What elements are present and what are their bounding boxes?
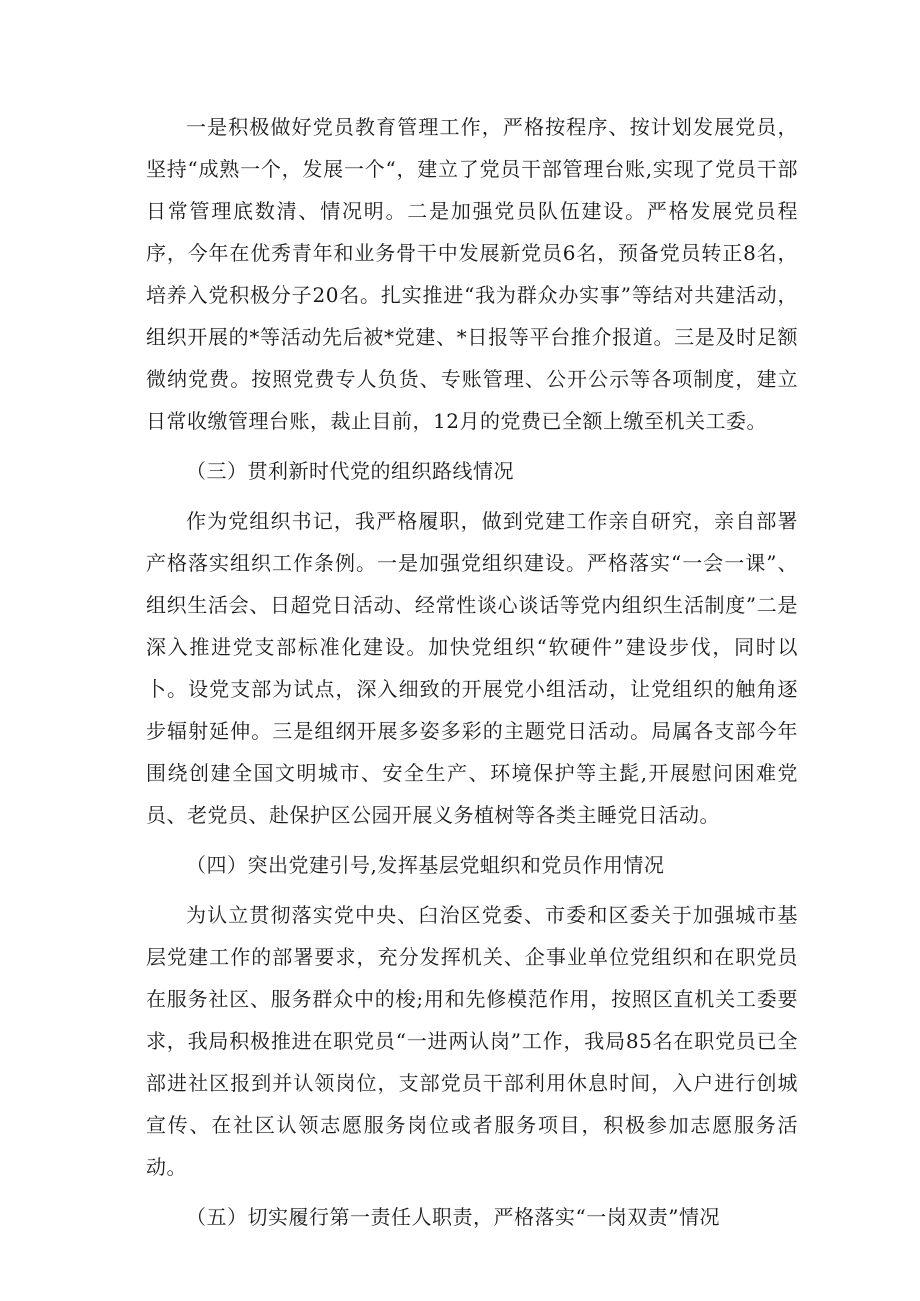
section-heading-4: （四）突出党建引号,发挥基层党蛆织和党员作用情况	[186, 853, 665, 877]
paragraph-party-member-management: 一是积极做好党员教育管理工作，严格按程序、按计划发展党员，坚持“成熟一个，发展一个“，建立了党员干部管理台账,实现了党员干部日常管理底数清、情况明。二是加强党员队伍建设。严格发展党员程序，今年在优秀青年和业务骨干中发展新党员6名，预备党员转正8名，培养入党积极分子20名。扎实推进“我为群众办实事”等结对共建活动，组织开展的*等活动先后被*党建、*日报等平台推介报道。三是及时足额微纳党费。按照党费专人负货、专账管理、公开公示等各项制度，建立日常收缴管理台账，裁止目前，12月的党费已全额上缴至机关工委。	[146, 115, 798, 433]
section-heading-3: （三）贯利新时代党的组织路线情况	[186, 459, 514, 483]
document-body	[146, 106, 798, 1238]
paragraph-organization-line: 作为党组织书记，我严格履职，做到党建工作亲自研究，亲自部署产格落实组织工作条例。一是加强党组织建设。严格落实“一会一课”、组织生活会、日超党日活动、经常性谈心谈话等党内组织生活制度”二是深入推进党支部标准化建设。加快党组织“软硬件”建设步伐，同时以卜。设党支部为试点，深入细致的开展党小组活动，让党组织的触角逐步辐射延伸。三是组纲开展多姿多彩的主题党日活动。局属各支部今年围绕创建全国文明城市、安全生产、环境保护等主髭,开展慰问困难党员、老党员、赴保护区公园开展义务植树等各类主睡党日活动。	[146, 509, 798, 827]
section-heading-5: （五）切实履行第一责任人职责，严格落实“一岗双责”情况	[186, 1205, 720, 1229]
paragraph-grassroots-role: 为认立贯彻落实党中央、臼治区党委、市委和区委关于加强城市基层党建工作的部署要求，充分发挥机关、企事业单位党组织和在职党员在服务社区、服务群众中的梭;用和先修模范作用，按照区直机关工委要求，我局积极推进在职党员“一进两认岗”工作，我局85名在职党员已全部进社区报到并认领岗位，支部党员干部利用休息时间，入户进行创城宣传、在社区认领志愿服务岗位或者服务项目，积极参加志愿服务活动。	[146, 903, 798, 1179]
